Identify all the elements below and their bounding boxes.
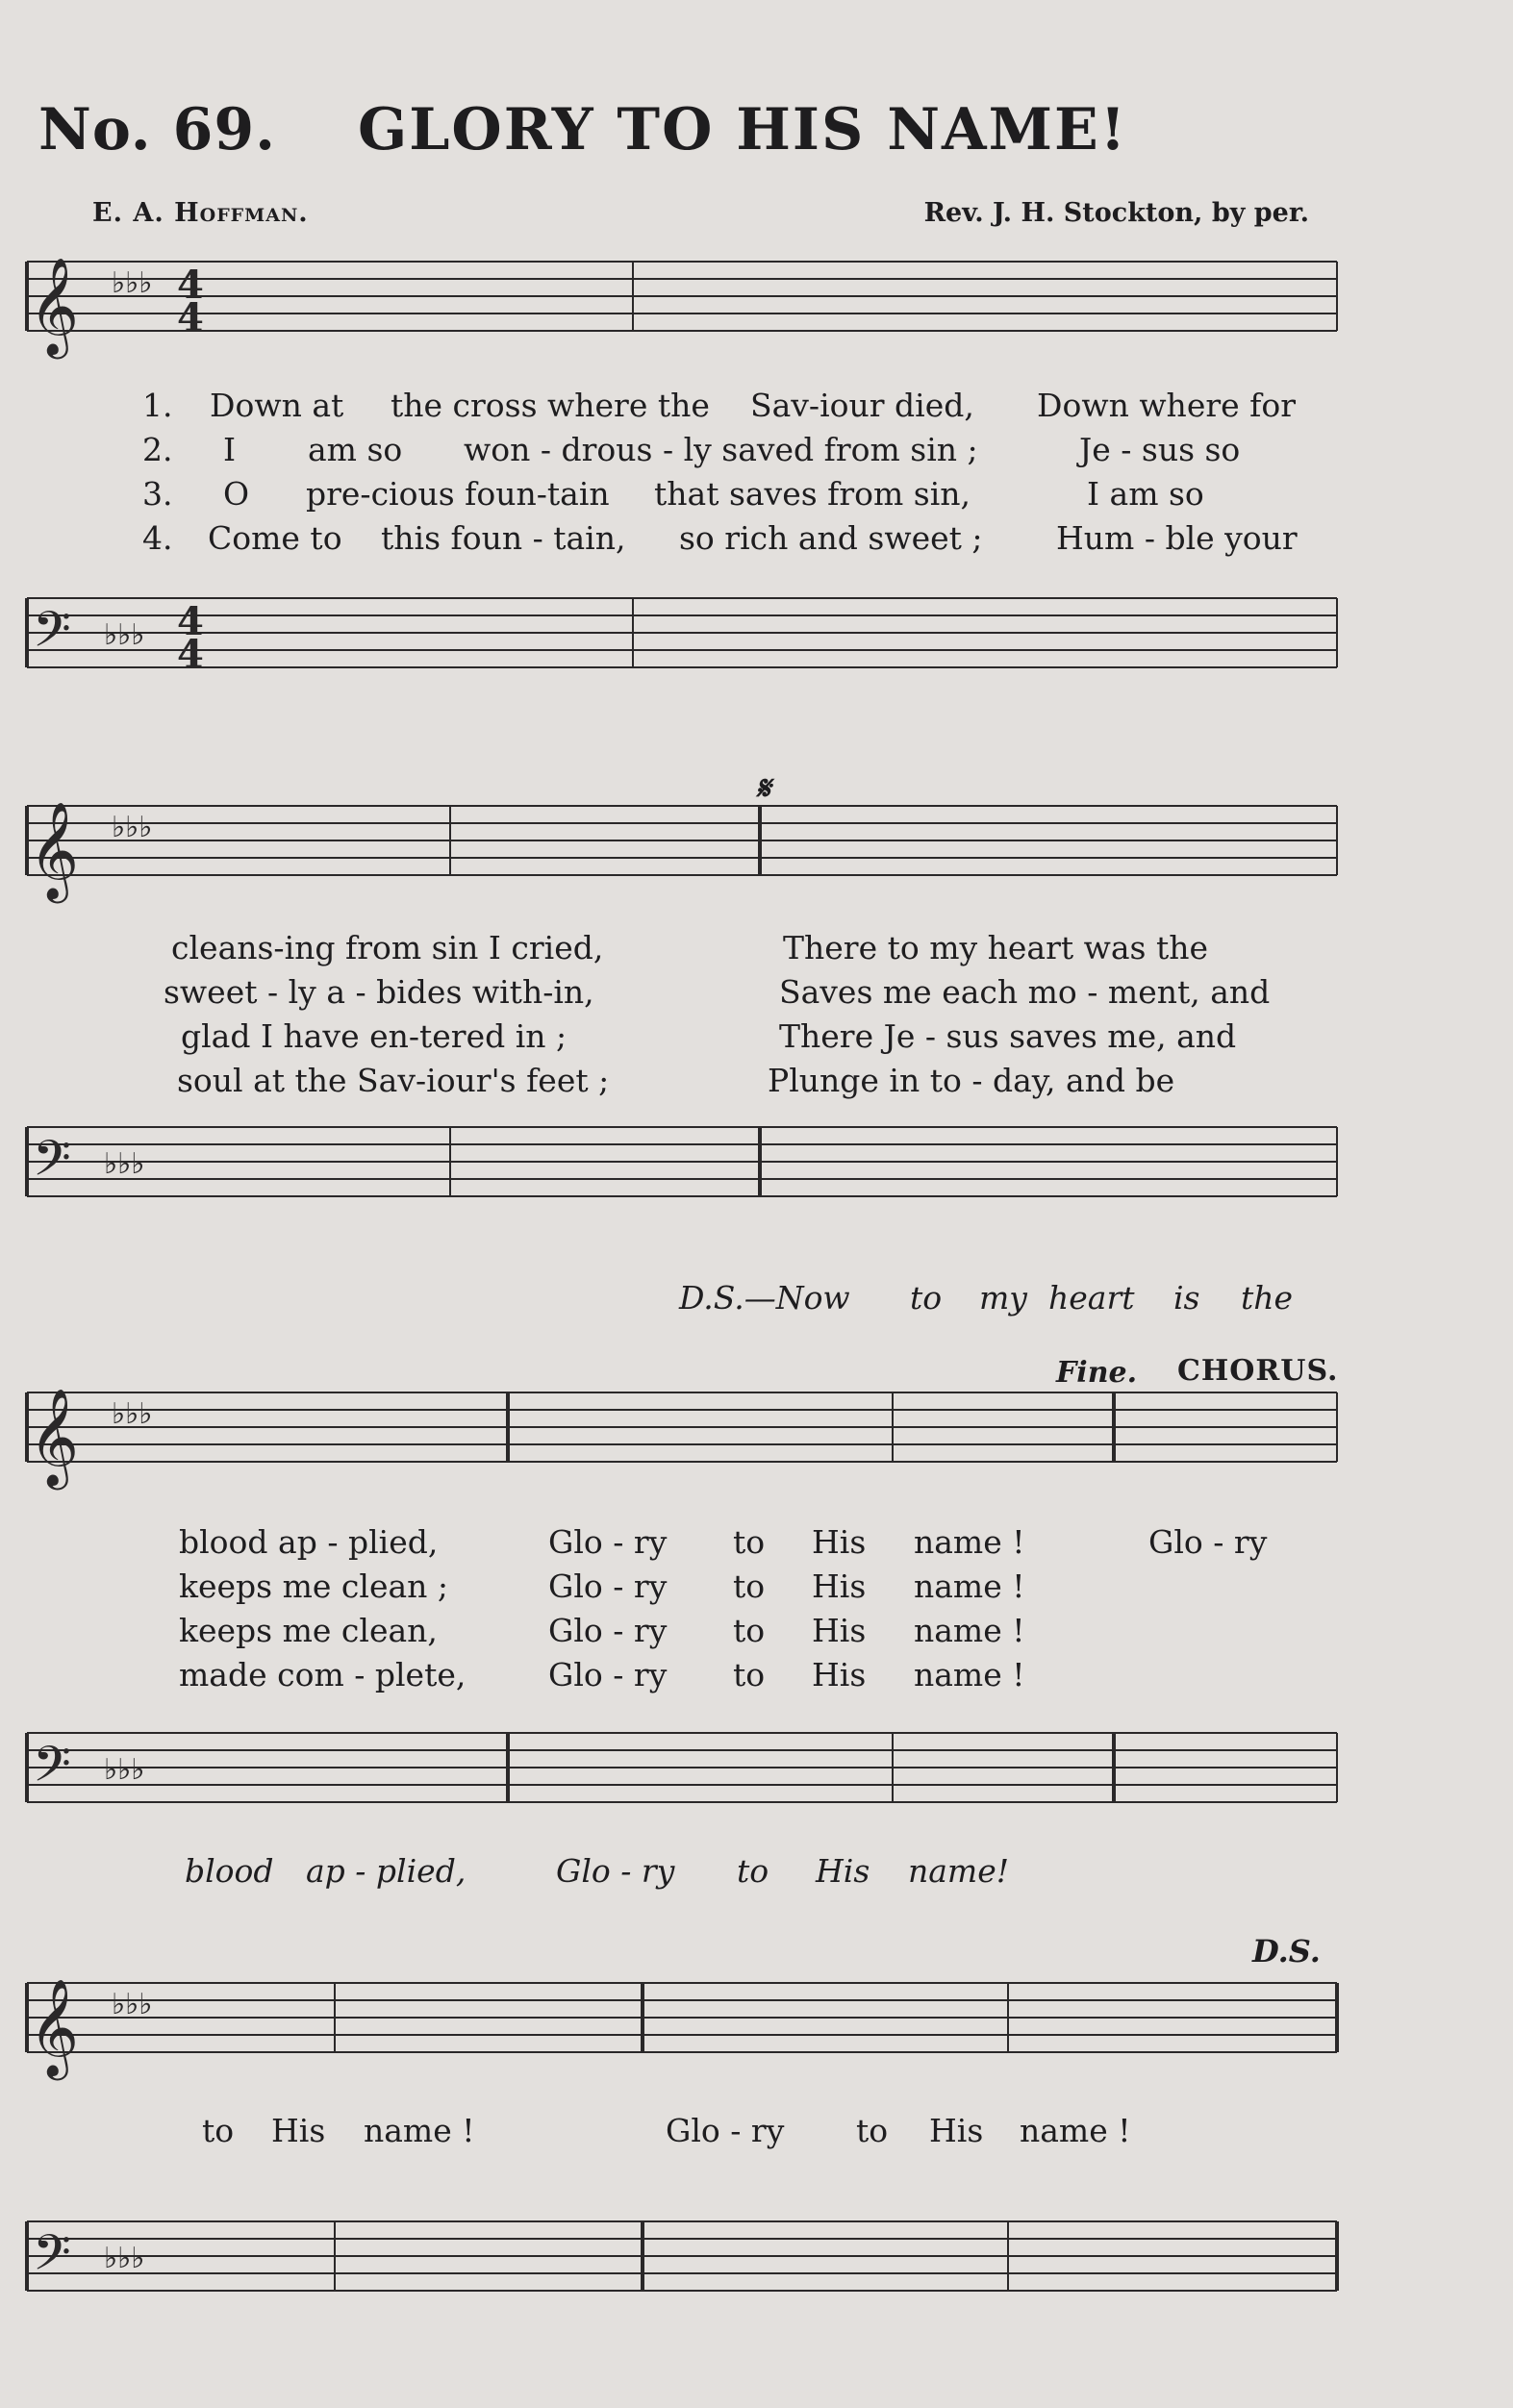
lyric-fragment: There Je - sus saves me, and xyxy=(779,1017,1237,1055)
bass-lyric: His xyxy=(816,1852,870,1890)
svg-text:♭♭♭: ♭♭♭ xyxy=(112,266,153,300)
svg-text:𝄢: 𝄢 xyxy=(33,1735,71,1805)
lyric-fragment: that saves from sin, xyxy=(654,475,971,513)
svg-text:𝄞: 𝄞 xyxy=(29,256,80,355)
bass-lyric: name! xyxy=(908,1852,1010,1890)
lyric-fragment: the cross where the xyxy=(391,387,710,424)
system3-bass-staff xyxy=(27,1723,1337,1829)
svg-text:𝄢: 𝄢 xyxy=(33,2223,71,2294)
lyric-fragment: to xyxy=(733,1656,766,1693)
lyric-fragment: O xyxy=(223,475,250,513)
bass-staff-lines xyxy=(27,2212,1337,2318)
svg-text:4: 4 xyxy=(177,295,204,340)
svg-text:♭♭♭: ♭♭♭ xyxy=(112,1988,153,2021)
lyric-fragment: Glo - ry xyxy=(548,1612,668,1649)
lyric-fragment: His xyxy=(812,1656,867,1693)
lyric-fragment: so rich and sweet ; xyxy=(679,519,983,557)
lyric-fragment: to xyxy=(733,1568,766,1605)
lyric-fragment: Glo - ry xyxy=(1148,1523,1268,1561)
bass-staff-lines xyxy=(27,1723,1337,1829)
treble-staff-lines xyxy=(27,1383,1337,1489)
lyric-fragment: cleans-ing from sin I cried, xyxy=(171,929,604,966)
lyric-fragment: sweet - ly a - bides with-in, xyxy=(164,973,594,1011)
system4-treble-staff xyxy=(27,1973,1337,2089)
segno-sign: 𝄋 xyxy=(756,769,770,808)
system2-bass-staff xyxy=(27,1117,1337,1223)
chorus-heading: CHORUS. xyxy=(1177,1354,1339,1388)
lyric-fragment: His xyxy=(812,1612,867,1649)
svg-text:♭♭♭: ♭♭♭ xyxy=(104,1147,145,1181)
treble-staff-lines xyxy=(27,1973,1337,2089)
lyric-fragment: glad I have en-tered in ; xyxy=(181,1017,567,1055)
verse-number: 3. xyxy=(142,475,173,513)
lyric-fragment: Saves me each mo - ment, and xyxy=(779,973,1271,1011)
lyric-fragment: Sav-iour died, xyxy=(750,387,974,424)
bass-lyric: ap - plied, xyxy=(306,1852,467,1890)
lyric-fragment: to xyxy=(733,1523,766,1561)
lyric-fragment: name ! xyxy=(364,2112,475,2149)
lyric-fragment: Glo - ry xyxy=(548,1523,668,1561)
svg-text:♭♭♭: ♭♭♭ xyxy=(104,2242,145,2275)
fine-marking: Fine. xyxy=(1056,1356,1138,1390)
lyric-fragment: name ! xyxy=(914,1523,1025,1561)
system1-bass-staff xyxy=(27,589,1337,694)
verse-number: 2. xyxy=(142,431,173,468)
svg-text:♭♭♭: ♭♭♭ xyxy=(104,618,145,652)
ds-lyric: the xyxy=(1241,1279,1294,1317)
lyric-fragment: to xyxy=(733,1612,766,1649)
svg-text:♭♭♭: ♭♭♭ xyxy=(104,1753,145,1787)
lyric-fragment: Glo - ry xyxy=(666,2112,785,2149)
lyric-fragment: blood ap - plied, xyxy=(179,1523,439,1561)
lyric-fragment: Plunge in to - day, and be xyxy=(768,1062,1175,1099)
lyric-fragment: There to my heart was the xyxy=(783,929,1209,966)
lyric-fragment: His xyxy=(812,1523,867,1561)
svg-text:4: 4 xyxy=(177,632,204,677)
lyric-fragment: I xyxy=(223,431,237,468)
lyric-fragment: Down at xyxy=(210,387,344,424)
verse-number: 1. xyxy=(142,387,173,424)
lyric-fragment: won - drous - ly saved from sin ; xyxy=(464,431,978,468)
lyricist-credit: E. A. Hoffman. xyxy=(92,198,309,228)
lyric-fragment: Glo - ry xyxy=(548,1656,668,1693)
ds-lyric: D.S.—Now xyxy=(679,1279,850,1317)
lyric-fragment: I am so xyxy=(1087,475,1204,513)
lyric-fragment: Hum - ble your xyxy=(1056,519,1298,557)
lyric-fragment: name ! xyxy=(914,1568,1025,1605)
lyric-fragment: His xyxy=(271,2112,326,2149)
ds-lyric: to xyxy=(910,1279,943,1317)
lyric-fragment: name ! xyxy=(1020,2112,1131,2149)
system3-treble-staff xyxy=(27,1383,1337,1489)
svg-text:4: 4 xyxy=(177,263,204,308)
ds-lyric: my xyxy=(979,1279,1027,1317)
bass-lyric: Glo - ry xyxy=(556,1852,675,1890)
bass-lyric: to xyxy=(737,1852,769,1890)
lyric-fragment: Down where for xyxy=(1037,387,1296,424)
system1-treble-staff xyxy=(27,252,1337,367)
lyric-fragment: Come to xyxy=(208,519,342,557)
lyric-fragment: am so xyxy=(308,431,403,468)
svg-text:𝄢: 𝄢 xyxy=(33,1129,71,1199)
lyric-fragment: to xyxy=(202,2112,235,2149)
lyric-fragment: His xyxy=(929,2112,984,2149)
lyric-fragment: His xyxy=(812,1568,867,1605)
bass-lyric: blood xyxy=(185,1852,274,1890)
svg-text:𝄞: 𝄞 xyxy=(29,1977,80,2076)
svg-text:𝄞: 𝄞 xyxy=(29,800,80,899)
ds-ending-marking: D.S. xyxy=(1252,1933,1321,1969)
svg-text:♭♭♭: ♭♭♭ xyxy=(112,811,153,844)
svg-text:𝄞: 𝄞 xyxy=(29,1387,80,1486)
svg-text:𝄢: 𝄢 xyxy=(33,600,71,670)
bass-staff-lines xyxy=(27,589,1337,694)
lyric-fragment: keeps me clean, xyxy=(179,1612,438,1649)
ds-lyric: heart xyxy=(1048,1279,1135,1317)
lyric-fragment: made com - plete, xyxy=(179,1656,467,1693)
system4-bass-staff xyxy=(27,2212,1337,2318)
lyric-fragment: keeps me clean ; xyxy=(179,1568,449,1605)
bass-staff-lines xyxy=(27,1117,1337,1223)
lyric-fragment: name ! xyxy=(914,1612,1025,1649)
composer-credit: Rev. J. H. Stockton, by per. xyxy=(923,198,1309,228)
lyric-fragment: soul at the Sav-iour's feet ; xyxy=(177,1062,610,1099)
lyric-fragment: name ! xyxy=(914,1656,1025,1693)
hymn-title: GLORY TO HIS NAME! xyxy=(358,96,1128,163)
treble-staff-lines xyxy=(27,796,1337,902)
treble-staff-lines xyxy=(27,252,1337,367)
lyric-fragment: pre-cious foun-tain xyxy=(306,475,610,513)
svg-text:♭♭♭: ♭♭♭ xyxy=(112,1397,153,1431)
ds-lyric: is xyxy=(1173,1279,1200,1317)
lyric-fragment: Glo - ry xyxy=(548,1568,668,1605)
hymn-number: No. 69. xyxy=(38,96,276,163)
lyric-fragment: Je - sus so xyxy=(1079,431,1241,468)
lyric-fragment: to xyxy=(856,2112,889,2149)
svg-text:4: 4 xyxy=(177,599,204,644)
system2-treble-staff xyxy=(27,796,1337,902)
lyric-fragment: this foun - tain, xyxy=(381,519,626,557)
verse-number: 4. xyxy=(142,519,173,557)
